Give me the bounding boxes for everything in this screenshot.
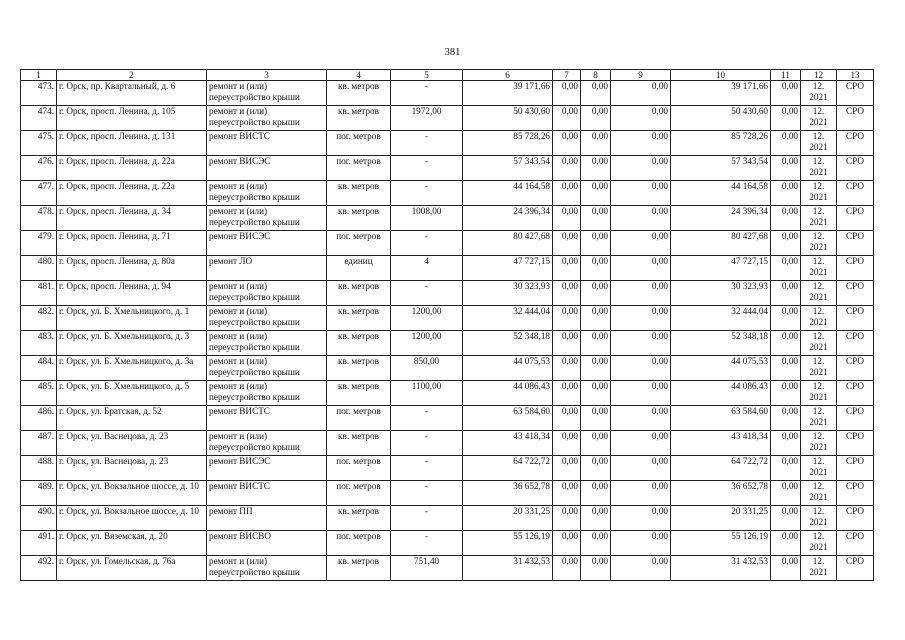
table-cell: 481.: [21, 281, 57, 306]
table-cell: 64 722,72: [671, 456, 771, 481]
table-row: [21, 281, 874, 306]
table-cell: 47 727,15: [463, 256, 553, 281]
table-cell: 24 396,34: [671, 206, 771, 231]
column-header: 11: [771, 70, 801, 81]
table-cell: 0,00: [553, 206, 581, 231]
table-cell: 0,00: [553, 231, 581, 256]
table-cell: 484.: [21, 356, 57, 381]
table-body: [21, 70, 874, 581]
table-cell: г. Орск, просп. Ленина, д. 22а: [57, 156, 207, 181]
column-header: 10: [671, 70, 771, 81]
table-row: [21, 531, 874, 556]
table-cell: СРО: [837, 131, 874, 156]
table-cell: 0,00: [553, 106, 581, 131]
table-cell: 36 652,78: [463, 481, 553, 506]
table-cell: кв. метров: [327, 206, 391, 231]
table-cell: СРО: [837, 331, 874, 356]
table-cell: -: [391, 481, 463, 506]
table-cell: г. Орск, ул. Вокзальное шоссе, д. 10: [57, 506, 207, 531]
table-row: [21, 156, 874, 181]
table-cell: 1008,00: [391, 206, 463, 231]
column-header: 7: [553, 70, 581, 81]
table-row: [21, 481, 874, 506]
table-cell: 490.: [21, 506, 57, 531]
table-cell: 0,00: [771, 531, 801, 556]
table-cell: 0,00: [553, 156, 581, 181]
table-cell: 85 728,26: [463, 131, 553, 156]
table-cell: кв. метров: [327, 106, 391, 131]
table-cell: ремонт ВИСТС: [207, 481, 327, 506]
table-cell: СРО: [837, 106, 874, 131]
table-cell: ремонт и (или) переустройство крыши: [207, 331, 327, 356]
table-cell: 12. 2021: [801, 131, 837, 156]
table-cell: -: [391, 531, 463, 556]
table-row: [21, 106, 874, 131]
table-cell: г. Орск, просп. Ленина, д. 71: [57, 231, 207, 256]
table-cell: СРО: [837, 406, 874, 431]
table-cell: -: [391, 81, 463, 106]
table-cell: 0,00: [771, 456, 801, 481]
table-cell: ремонт ВИСЭС: [207, 231, 327, 256]
table-cell: ремонт ВИСВО: [207, 531, 327, 556]
table-cell: 31 432,53: [671, 556, 771, 581]
column-header: 4: [327, 70, 391, 81]
table-cell: СРО: [837, 306, 874, 331]
table-cell: г. Орск, ул. Васнецова, д. 23: [57, 456, 207, 481]
table-cell: 0,00: [581, 456, 611, 481]
table-cell: ремонт ВИСТС: [207, 406, 327, 431]
table-cell: СРО: [837, 81, 874, 106]
table-cell: -: [391, 231, 463, 256]
table-cell: 44 164,58: [671, 181, 771, 206]
table-cell: 12. 2021: [801, 456, 837, 481]
table-cell: 50 430,60: [463, 106, 553, 131]
table-cell: 0,00: [611, 456, 671, 481]
table-cell: -: [391, 506, 463, 531]
table-cell: 482.: [21, 306, 57, 331]
table-cell: 491.: [21, 531, 57, 556]
table-cell: г. Орск, ул. Братская, д. 52: [57, 406, 207, 431]
table-cell: 0,00: [553, 531, 581, 556]
table-cell: 0,00: [611, 306, 671, 331]
table-row: [21, 206, 874, 231]
table-cell: 479.: [21, 231, 57, 256]
table-cell: СРО: [837, 556, 874, 581]
table-cell: 474.: [21, 106, 57, 131]
table-cell: 55 126,19: [463, 531, 553, 556]
table-cell: 0,00: [553, 306, 581, 331]
table-cell: 0,00: [771, 356, 801, 381]
table-cell: ремонт ПП: [207, 506, 327, 531]
table-cell: 12. 2021: [801, 381, 837, 406]
table-cell: 0,00: [581, 131, 611, 156]
table-row: [21, 406, 874, 431]
table-cell: 751,40: [391, 556, 463, 581]
table-cell: 39 171,66: [463, 81, 553, 106]
table-cell: г. Орск, ул. Вяземская, д. 20: [57, 531, 207, 556]
table-cell: кв. метров: [327, 506, 391, 531]
table-cell: 63 584,60: [671, 406, 771, 431]
table-cell: 4: [391, 256, 463, 281]
column-header: 13: [837, 70, 874, 81]
table-cell: 485.: [21, 381, 57, 406]
table-cell: 36 652,78: [671, 481, 771, 506]
table-cell: 57 343,54: [463, 156, 553, 181]
table-cell: 20 331,25: [463, 506, 553, 531]
table-cell: 31 432,53: [463, 556, 553, 581]
table-cell: 0,00: [553, 256, 581, 281]
table-cell: пог. метров: [327, 481, 391, 506]
table-cell: ремонт и (или) переустройство крыши: [207, 381, 327, 406]
table-row: [21, 506, 874, 531]
table-cell: г. Орск, просп. Ленина, д. 105: [57, 106, 207, 131]
table-cell: 44 075,53: [671, 356, 771, 381]
table-cell: 478.: [21, 206, 57, 231]
column-header: 3: [207, 70, 327, 81]
table-cell: 0,00: [581, 231, 611, 256]
table-cell: 489.: [21, 481, 57, 506]
column-header: 5: [391, 70, 463, 81]
table-cell: г. Орск, ул. Васнецова, д. 23: [57, 431, 207, 456]
table-cell: 0,00: [611, 556, 671, 581]
table-cell: пог. метров: [327, 131, 391, 156]
table-cell: 44 075,53: [463, 356, 553, 381]
table-cell: 0,00: [611, 81, 671, 106]
table-cell: 0,00: [581, 106, 611, 131]
table-cell: -: [391, 456, 463, 481]
table-cell: 0,00: [581, 156, 611, 181]
table-cell: г. Орск, ул. Б. Хмельницкого, д. 3: [57, 331, 207, 356]
table-cell: СРО: [837, 256, 874, 281]
table-cell: 57 343,54: [671, 156, 771, 181]
table-cell: 52 348,18: [671, 331, 771, 356]
table-cell: 0,00: [553, 506, 581, 531]
column-header: 9: [611, 70, 671, 81]
column-header: 6: [463, 70, 553, 81]
table-cell: 0,00: [771, 181, 801, 206]
table-cell: 0,00: [581, 506, 611, 531]
table-cell: 0,00: [581, 531, 611, 556]
table-cell: 486.: [21, 406, 57, 431]
table-cell: ремонт и (или) переустройство крыши: [207, 431, 327, 456]
table-cell: 39 171,66: [671, 81, 771, 106]
table-cell: 44 164,58: [463, 181, 553, 206]
table-cell: г. Орск, просп. Ленина, д. 80а: [57, 256, 207, 281]
table-cell: 0,00: [581, 206, 611, 231]
table-cell: 0,00: [771, 206, 801, 231]
table-cell: 0,00: [611, 431, 671, 456]
table-cell: 12. 2021: [801, 206, 837, 231]
table-cell: 43 418,34: [671, 431, 771, 456]
table-cell: 12. 2021: [801, 281, 837, 306]
table-cell: ремонт и (или) переустройство крыши: [207, 356, 327, 381]
table-cell: СРО: [837, 481, 874, 506]
column-header: 1: [21, 70, 57, 81]
table-cell: 0,00: [553, 406, 581, 431]
table-cell: 12. 2021: [801, 331, 837, 356]
table-cell: ремонт ВИСЭС: [207, 156, 327, 181]
table-cell: 850,00: [391, 356, 463, 381]
table-cell: 55 126,19: [671, 531, 771, 556]
table-cell: 0,00: [611, 156, 671, 181]
table-cell: 0,00: [581, 181, 611, 206]
table-cell: 32 444,04: [463, 306, 553, 331]
table-cell: 0,00: [771, 281, 801, 306]
table-cell: кв. метров: [327, 381, 391, 406]
table-cell: 0,00: [581, 556, 611, 581]
page-number: 381: [444, 47, 461, 58]
table-cell: 0,00: [553, 481, 581, 506]
table-cell: 492.: [21, 556, 57, 581]
table-cell: 80 427,68: [671, 231, 771, 256]
table-row: [21, 306, 874, 331]
table-cell: СРО: [837, 381, 874, 406]
table-cell: 0,00: [611, 331, 671, 356]
table-row: [21, 256, 874, 281]
table-cell: 1200,00: [391, 306, 463, 331]
table-cell: г. Орск, ул. Б. Хмельницкого, д. 3а: [57, 356, 207, 381]
table-cell: 85 728,26: [671, 131, 771, 156]
table-cell: 0,00: [553, 331, 581, 356]
table-cell: кв. метров: [327, 281, 391, 306]
table-cell: СРО: [837, 181, 874, 206]
table-cell: г. Орск, просп. Ленина, д. 94: [57, 281, 207, 306]
table-cell: 0,00: [611, 356, 671, 381]
column-header: 2: [57, 70, 207, 81]
table-row: [21, 131, 874, 156]
table-cell: СРО: [837, 456, 874, 481]
table-cell: 0,00: [581, 356, 611, 381]
table-cell: 477.: [21, 181, 57, 206]
table-cell: 0,00: [581, 431, 611, 456]
table-cell: ремонт и (или) переустройство крыши: [207, 306, 327, 331]
table-cell: 47 727,15: [671, 256, 771, 281]
table-cell: 0,00: [611, 106, 671, 131]
table-cell: 473.: [21, 81, 57, 106]
table-cell: 12. 2021: [801, 406, 837, 431]
table-cell: -: [391, 281, 463, 306]
table-cell: кв. метров: [327, 306, 391, 331]
table-cell: СРО: [837, 281, 874, 306]
table-cell: 0,00: [611, 181, 671, 206]
table-cell: 0,00: [553, 281, 581, 306]
table-cell: 0,00: [611, 381, 671, 406]
table-cell: 475.: [21, 131, 57, 156]
column-header: 12: [801, 70, 837, 81]
table-cell: ремонт и (или) переустройство крыши: [207, 106, 327, 131]
table-cell: г. Орск, ул. Вокзальное шоссе, д. 10: [57, 481, 207, 506]
table-cell: 0,00: [771, 106, 801, 131]
table-cell: 44 086,43: [671, 381, 771, 406]
table-cell: 0,00: [581, 381, 611, 406]
table-cell: пог. метров: [327, 456, 391, 481]
table-cell: СРО: [837, 231, 874, 256]
table-cell: ремонт ВИСЭС: [207, 456, 327, 481]
table-cell: 0,00: [611, 281, 671, 306]
table-cell: СРО: [837, 206, 874, 231]
table-cell: 0,00: [771, 131, 801, 156]
table-cell: пог. метров: [327, 406, 391, 431]
table-cell: 1972,00: [391, 106, 463, 131]
table-cell: 0,00: [611, 206, 671, 231]
table-cell: ремонт ВИСТС: [207, 131, 327, 156]
table-cell: -: [391, 131, 463, 156]
table-cell: 32 444,04: [671, 306, 771, 331]
table-cell: 0,00: [771, 431, 801, 456]
table-cell: 0,00: [771, 481, 801, 506]
table-cell: г. Орск, ул. Б. Хмельницкого, д. 1: [57, 306, 207, 331]
table-cell: пог. метров: [327, 231, 391, 256]
table-cell: кв. метров: [327, 356, 391, 381]
table-row: [21, 81, 874, 106]
table-cell: 12. 2021: [801, 231, 837, 256]
table-cell: кв. метров: [327, 81, 391, 106]
table-cell: 0,00: [611, 506, 671, 531]
table-cell: 0,00: [771, 556, 801, 581]
table-cell: 12. 2021: [801, 156, 837, 181]
table-cell: 0,00: [581, 481, 611, 506]
table-cell: 1100,00: [391, 381, 463, 406]
table-cell: ремонт ЛО: [207, 256, 327, 281]
column-header: 8: [581, 70, 611, 81]
table-cell: 12. 2021: [801, 431, 837, 456]
table-cell: г. Орск, просп. Ленина, д. 22а: [57, 181, 207, 206]
table-cell: 12. 2021: [801, 531, 837, 556]
table-cell: 30 323,93: [463, 281, 553, 306]
table-cell: ремонт и (или) переустройство крыши: [207, 81, 327, 106]
table-cell: 0,00: [581, 281, 611, 306]
table-cell: ремонт и (или) переустройство крыши: [207, 206, 327, 231]
table-cell: 43 418,34: [463, 431, 553, 456]
table-row: [21, 431, 874, 456]
table-cell: 12. 2021: [801, 481, 837, 506]
table-cell: ремонт и (или) переустройство крыши: [207, 281, 327, 306]
table-cell: 12. 2021: [801, 256, 837, 281]
table-cell: пог. метров: [327, 531, 391, 556]
table-cell: 12. 2021: [801, 306, 837, 331]
table-cell: г. Орск, ул. Б. Хмельницкого, д. 5: [57, 381, 207, 406]
table-cell: 12. 2021: [801, 81, 837, 106]
table-cell: ремонт и (или) переустройство крыши: [207, 181, 327, 206]
table-row: [21, 456, 874, 481]
table-cell: 480.: [21, 256, 57, 281]
table-cell: 0,00: [771, 81, 801, 106]
table-cell: 0,00: [611, 231, 671, 256]
table-row: [21, 231, 874, 256]
table-cell: -: [391, 156, 463, 181]
table-cell: 0,00: [553, 556, 581, 581]
table-cell: кв. метров: [327, 181, 391, 206]
table-cell: СРО: [837, 356, 874, 381]
table-cell: 0,00: [771, 406, 801, 431]
table-cell: 0,00: [553, 431, 581, 456]
table-cell: ремонт и (или) переустройство крыши: [207, 556, 327, 581]
table-cell: 0,00: [553, 356, 581, 381]
table-cell: 0,00: [581, 306, 611, 331]
table-row: [21, 381, 874, 406]
table-cell: 0,00: [581, 81, 611, 106]
table-cell: 12. 2021: [801, 181, 837, 206]
table-cell: 52 348,18: [463, 331, 553, 356]
table-cell: СРО: [837, 506, 874, 531]
table-cell: 0,00: [581, 331, 611, 356]
table-cell: 24 396,34: [463, 206, 553, 231]
table-cell: кв. метров: [327, 331, 391, 356]
table-row: [21, 356, 874, 381]
table-cell: г. Орск, пр. Квартальный, д. 6: [57, 81, 207, 106]
table-cell: 0,00: [771, 156, 801, 181]
table-cell: 12. 2021: [801, 356, 837, 381]
table-cell: 0,00: [771, 381, 801, 406]
table-row: [21, 181, 874, 206]
table-cell: кв. метров: [327, 431, 391, 456]
table-cell: 0,00: [581, 256, 611, 281]
table-cell: кв. метров: [327, 556, 391, 581]
table-cell: 12. 2021: [801, 106, 837, 131]
table-cell: г. Орск, ул. Гомельская, д. 76а: [57, 556, 207, 581]
table-cell: 80 427,68: [463, 231, 553, 256]
table-cell: 1200,00: [391, 331, 463, 356]
table-cell: 0,00: [771, 231, 801, 256]
table-cell: 0,00: [771, 306, 801, 331]
table-cell: СРО: [837, 531, 874, 556]
table-row: [21, 331, 874, 356]
table-cell: 488.: [21, 456, 57, 481]
table-cell: г. Орск, просп. Ленина, д. 34: [57, 206, 207, 231]
table-cell: 0,00: [771, 506, 801, 531]
table-cell: -: [391, 431, 463, 456]
table-cell: 0,00: [611, 531, 671, 556]
table-cell: 64 722,72: [463, 456, 553, 481]
table-cell: -: [391, 181, 463, 206]
table-cell: СРО: [837, 431, 874, 456]
table-cell: 50 430,60: [671, 106, 771, 131]
table-cell: 0,00: [611, 256, 671, 281]
table-cell: 0,00: [581, 406, 611, 431]
table-cell: 0,00: [553, 181, 581, 206]
table-cell: 12. 2021: [801, 506, 837, 531]
table-cell: 0,00: [553, 81, 581, 106]
works-table: [20, 69, 874, 581]
header-row: [21, 70, 874, 81]
table-cell: 0,00: [553, 131, 581, 156]
table-cell: 0,00: [553, 381, 581, 406]
table-cell: 487.: [21, 431, 57, 456]
table-cell: г. Орск, просп. Ленина, д. 131: [57, 131, 207, 156]
table-cell: 0,00: [611, 131, 671, 156]
table-cell: пог. метров: [327, 156, 391, 181]
table-cell: 483.: [21, 331, 57, 356]
table-cell: 0,00: [771, 331, 801, 356]
table-cell: 0,00: [611, 406, 671, 431]
table-cell: 0,00: [553, 456, 581, 481]
table-cell: 30 323,93: [671, 281, 771, 306]
table-cell: 20 331,25: [671, 506, 771, 531]
table-cell: 12. 2021: [801, 556, 837, 581]
table-cell: 44 086,43: [463, 381, 553, 406]
table-cell: единиц: [327, 256, 391, 281]
table-cell: 476.: [21, 156, 57, 181]
table-cell: 63 584,60: [463, 406, 553, 431]
table-cell: СРО: [837, 156, 874, 181]
table-row: [21, 556, 874, 581]
table-cell: 0,00: [771, 256, 801, 281]
table-cell: 0,00: [611, 481, 671, 506]
table-cell: -: [391, 406, 463, 431]
